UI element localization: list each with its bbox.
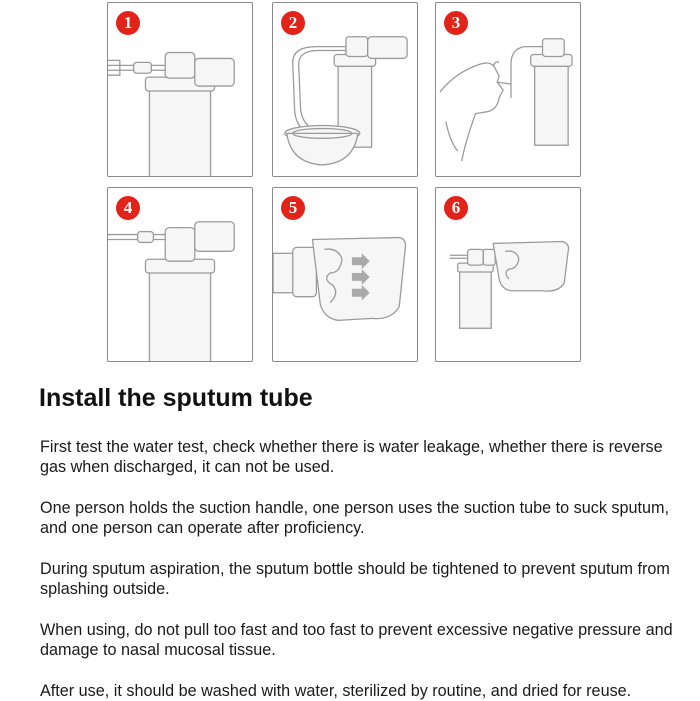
step-panel-6 [435,187,581,362]
step-number-badge: 1 [116,11,140,35]
instruction-paragraph: When using, do not pull too fast and too fast to prevent excessive negative pressure and damage to nasal mucosal tissue. [40,621,673,659]
instruction-paragraph: One person holds the suction handle, one person uses the suction tube to suck sputum, and one person can operate after proficiency. [40,499,670,537]
instruction-paragraph: During sputum aspiration, the sputum bottle should be tightened to prevent sputum from splashing outside. [40,560,670,598]
step-number-badge: 4 [116,196,140,220]
section-heading: Install the sputum tube [39,384,313,412]
step-number-badge: 3 [444,11,468,35]
instruction-paragraph: After use, it should be washed with water, sterilized by routine, and dried for reuse. [40,682,632,700]
step-panel-1 [107,2,253,177]
step-panel-2 [272,2,418,177]
step-number-badge: 6 [444,196,468,220]
step-panel-5 [272,187,418,362]
step-number-badge: 2 [281,11,305,35]
instruction-paragraph: First test the water test, check whether there is water leakage, whether there is reverse gas when discharged, it can not be used. [40,438,663,476]
step-number-badge: 5 [281,196,305,220]
step-panel-3 [435,2,581,177]
step-panel-4 [107,187,253,362]
